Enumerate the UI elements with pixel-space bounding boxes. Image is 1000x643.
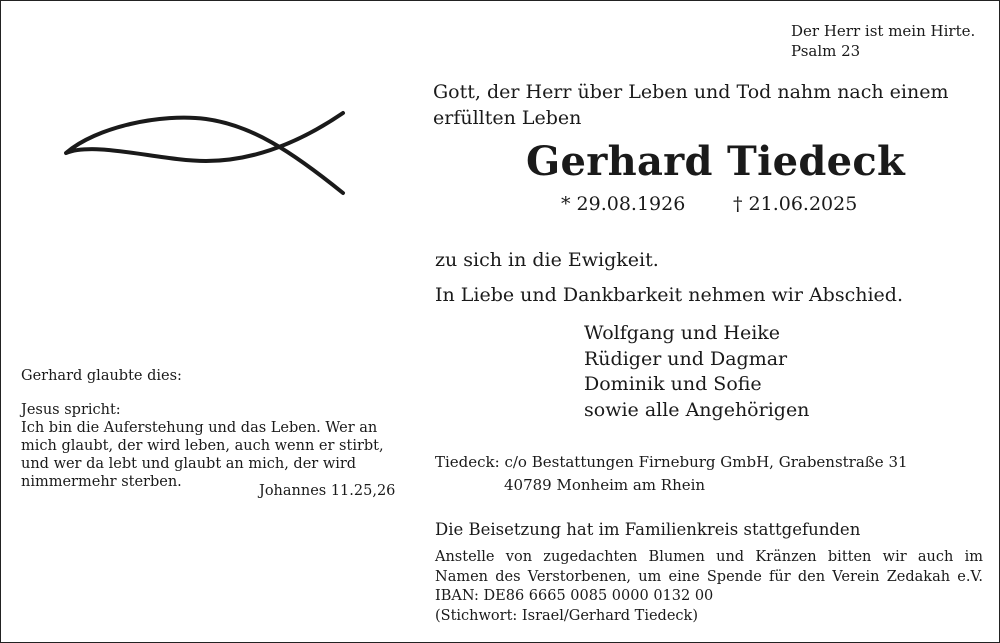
mourner: sowie alle Angehörigen [584,398,810,421]
donation-line-1: Anstelle von zugedachten Blumen und Kränzen bitten wir auch im [435,549,983,565]
quote-line: nimmermehr sterben. [21,474,182,490]
farewell-line: In Liebe und Dankbarkeit nehmen wir Abschied. [435,284,903,306]
intro-line-1: Gott, der Herr über Leben und Tod nahm nach einem [433,81,949,103]
address-line-1: Tiedeck: c/o Bestattungen Firneburg GmbH, Grabenstraße 31 [435,453,908,471]
motto-text: Der Herr ist mein Hirte. [791,22,976,40]
quote-line: und wer da lebt und glaubt an mich, der wird [21,456,357,472]
motto [791,21,975,61]
mourner: Rüdiger und Dagmar [584,347,788,370]
address-line-2: 40789 Monheim am Rhein [504,476,706,494]
burial-note: Die Beisetzung hat im Familienkreis stattgefunden [435,520,861,539]
mourner: Wolfgang und Heike [584,322,781,344]
intro-text [433,79,949,131]
donation-note [435,548,983,626]
donation-line-2: Namen des Verstorbenen, um eine Spende für den Verein Zedakah e.V. [435,568,983,585]
eternity-line: zu sich in die Ewigkeit. [435,249,659,271]
bible-reference: Johannes 11.25,26 [259,483,396,499]
intro-line-2: erfüllten Leben [433,107,582,129]
birth-date: * 29.08.1926 [561,193,686,215]
quote-line: mich glaubt, der wird leben, auch wenn er stirbt, [21,438,384,454]
mourners-list [584,321,809,423]
bible-quote [21,401,384,491]
mourner: Dominik und Sofie [584,373,762,395]
quote-line: Jesus spricht: [21,402,121,418]
contact-address [435,451,908,497]
donation-iban: IBAN: DE86 6665 0085 0000 0132 00 [435,588,714,604]
donation-keyword: (Stichwort: Israel/Gerhard Tiedeck) [435,607,698,624]
deceased-name: Gerhard Tiedeck [526,138,906,185]
death-date: † 21.06.2025 [733,193,858,215]
faith-intro: Gerhard glaubte dies: [21,368,182,384]
motto-source: Psalm 23 [791,42,861,60]
quote-line: Ich bin die Auferstehung und das Leben. Wer an [21,420,378,436]
ichthys-fish-icon [56,101,356,201]
